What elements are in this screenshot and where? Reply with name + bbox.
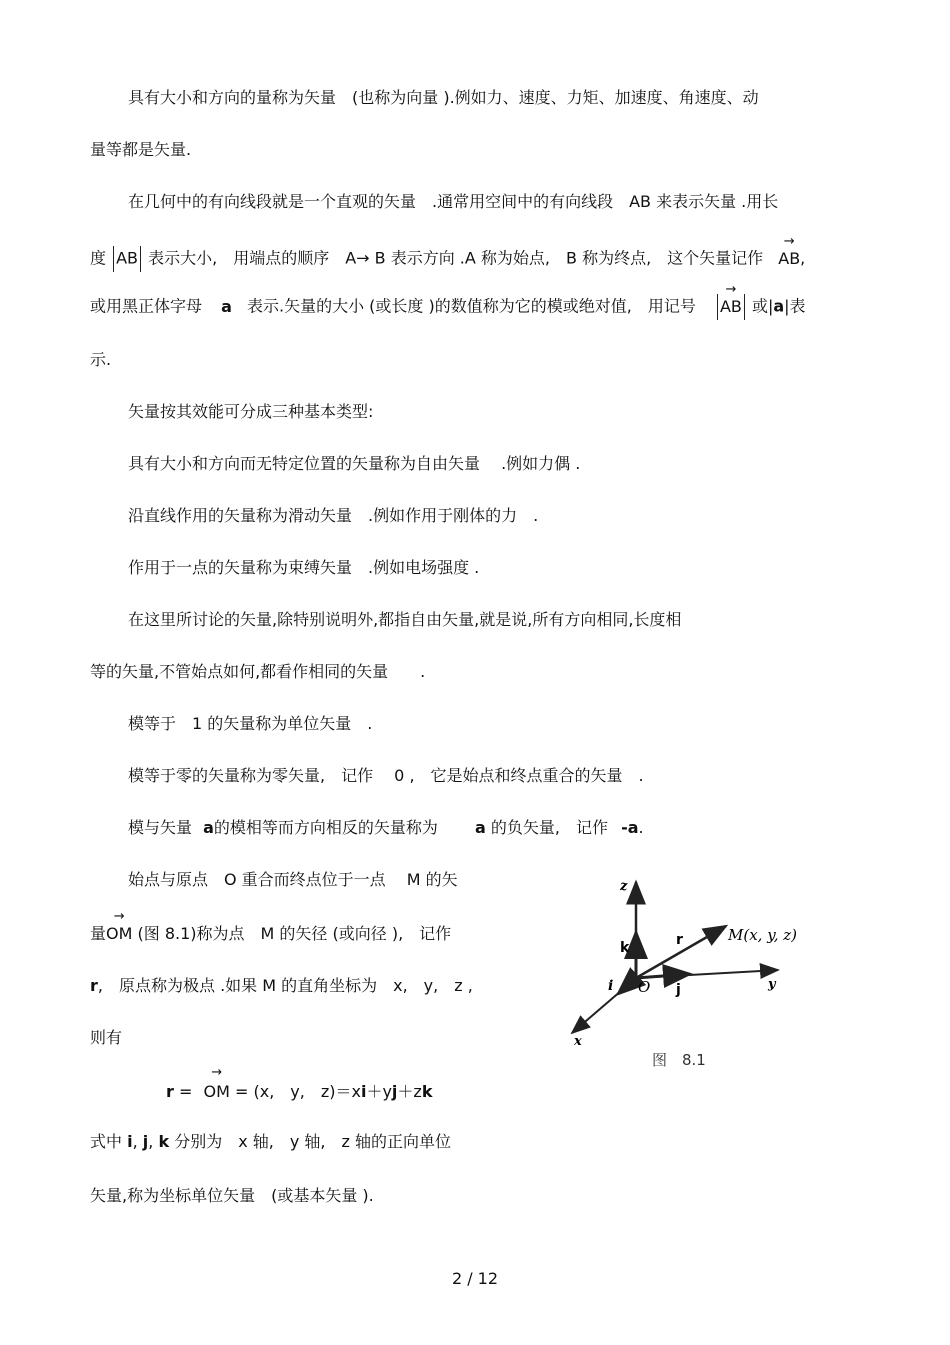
formula-plus-y: ＋y: [366, 1082, 392, 1101]
basis-sep1: ,: [132, 1132, 138, 1151]
vector-om: [106, 909, 133, 944]
vector-arrow-icon: →: [725, 281, 737, 297]
basis-line1: [90, 1132, 451, 1152]
type-bound: 作用于一点的矢量称为束缚矢量 .例如电场强度 .: [128, 558, 480, 577]
vector-arrow-icon: →: [211, 1065, 223, 1080]
vector-arrow-icon: →: [783, 233, 795, 249]
radius-line4: 则有: [90, 1028, 123, 1047]
para2-line2-text: 表示大小, 用端点的顺序 A→ B 表示方向 .A 称为始点, B 称为终点, 这个矢量记作: [148, 248, 764, 268]
y-label: y: [768, 977, 776, 992]
neg-bold-a1: a: [203, 818, 214, 837]
i-label: i: [608, 978, 614, 994]
basis-text-b: 分别为 x 轴, y 轴, z 轴的正向单位: [174, 1132, 451, 1151]
neg-bold-a2: a: [475, 818, 486, 837]
type-free: 具有大小和方向而无特定位置的矢量称为自由矢量 .例如力偶 .: [128, 454, 581, 473]
vector-om-label: OM: [106, 924, 133, 943]
formula-r: r: [166, 1082, 174, 1101]
radius-line2: [90, 909, 452, 944]
basis-k: k: [158, 1132, 170, 1151]
basis-sep2: ,: [148, 1132, 154, 1151]
basis-i: i: [127, 1132, 133, 1151]
neg-text-e: 的负矢量, 记作: [490, 818, 608, 837]
abs-bar-left: [113, 246, 114, 272]
norm-bar-left: [717, 294, 718, 320]
radius-line3-b: , 原点称为极点 .如果 M 的直角坐标为 x, y, z ,: [97, 976, 473, 995]
bold-a: a: [221, 296, 232, 316]
basis-j: j: [142, 1132, 149, 1151]
abs-bar-right: [140, 246, 141, 272]
radius-line2-c: (图 8.1)称为点 M 的矢径 (或向径 ), 记作: [137, 924, 452, 943]
basis-text-a: 式中: [90, 1132, 123, 1151]
bold-a-abs: a: [773, 296, 785, 316]
para2-line3-g: |表: [784, 296, 806, 316]
types-intro: 矢量按其效能可分成三种基本类型:: [128, 402, 374, 421]
k-label: k: [620, 940, 630, 956]
unit-vector-def: 模等于 1 的矢量称为单位矢量 .: [128, 714, 373, 733]
j-label: j: [676, 982, 681, 998]
abs-ab-label: AB: [116, 248, 139, 268]
vector-ab: [778, 233, 801, 269]
free-line1: 在这里所讨论的矢量,除特别说明外,都指自由矢量,就是说,所有方向相同,长度相: [128, 610, 682, 629]
norm-ab-label: AB: [719, 296, 742, 316]
formula: [166, 1065, 433, 1102]
para1-line2: 量等都是矢量.: [90, 140, 192, 159]
formula-j: j: [391, 1082, 398, 1101]
formula-k: k: [421, 1082, 433, 1101]
para2-line3: [90, 281, 806, 320]
free-line2: 等的矢量,不管始点如何,都看作相同的矢量 .: [90, 662, 426, 681]
para2-line3-c: 表示.矢量的大小 (或长度 )的数值称为它的模或绝对值, 用记号: [247, 296, 696, 316]
radius-line1: 始点与原点 O 重合而终点位于一点 M 的矢: [128, 870, 458, 889]
x-label: x: [574, 1034, 582, 1049]
figure-caption: 图 8.1: [652, 1051, 706, 1069]
para2-line4: 示.: [90, 350, 112, 369]
vector-ab-label: AB: [778, 248, 801, 268]
neg-text-a: 模与矢量: [128, 818, 193, 837]
para2-comma: ,: [800, 248, 806, 268]
norm-bar-right: [744, 294, 745, 320]
basis-line2: 矢量,称为坐标单位矢量 (或基本矢量 ).: [90, 1186, 374, 1205]
neg-period: .: [638, 818, 644, 837]
para2-line2: [90, 233, 806, 272]
vector-arrow-icon: →: [113, 909, 125, 924]
r-label: r: [676, 932, 683, 948]
para2-line3-e: 或|: [751, 296, 774, 316]
para1-line1: 具有大小和方向的量称为矢量 (也称为向量 ).例如力、速度、力矩、加速度、角速度、动: [128, 88, 759, 107]
m-point-label: M(x, y, z): [728, 926, 797, 944]
formula-rest: = (x, y, z)＝x: [234, 1082, 361, 1101]
type-sliding: 沿直线作用的矢量称为滑动矢量 .例如作用于刚体的力 .: [128, 506, 539, 525]
para2-line1: 在几何中的有向线段就是一个直观的矢量 .通常用空间中的有向线段 AB 来表示矢量 .用长: [128, 192, 779, 211]
figure-8-1: [560, 870, 820, 1085]
radius-line3: [90, 976, 473, 996]
radius-line2-a: 量: [90, 924, 107, 943]
i-unit-arrow: [618, 978, 636, 994]
formula-om: [203, 1065, 230, 1102]
formula-plus-z: ＋z: [397, 1082, 422, 1101]
page-number: 2 / 12: [451, 1269, 499, 1288]
origin-label: O: [638, 978, 651, 996]
formula-om-label: OM: [203, 1082, 230, 1101]
z-label: z: [620, 879, 628, 894]
negative-vector-def: [128, 818, 644, 838]
formula-i: i: [360, 1082, 367, 1101]
para2-line2-start: 度: [90, 248, 107, 268]
neg-bold-minus-a: -a: [621, 818, 639, 837]
bold-r: r: [90, 976, 98, 995]
neg-text-c: 的模相等而方向相反的矢量称为: [213, 818, 470, 837]
para2-line3-a: 或用黑正体字母: [90, 296, 203, 316]
norm-vector-ab: [719, 281, 742, 317]
zero-vector-def: 模等于零的矢量称为零矢量, 记作 0 , 它是始点和终点重合的矢量 .: [128, 766, 644, 785]
formula-eq: =: [178, 1082, 193, 1101]
